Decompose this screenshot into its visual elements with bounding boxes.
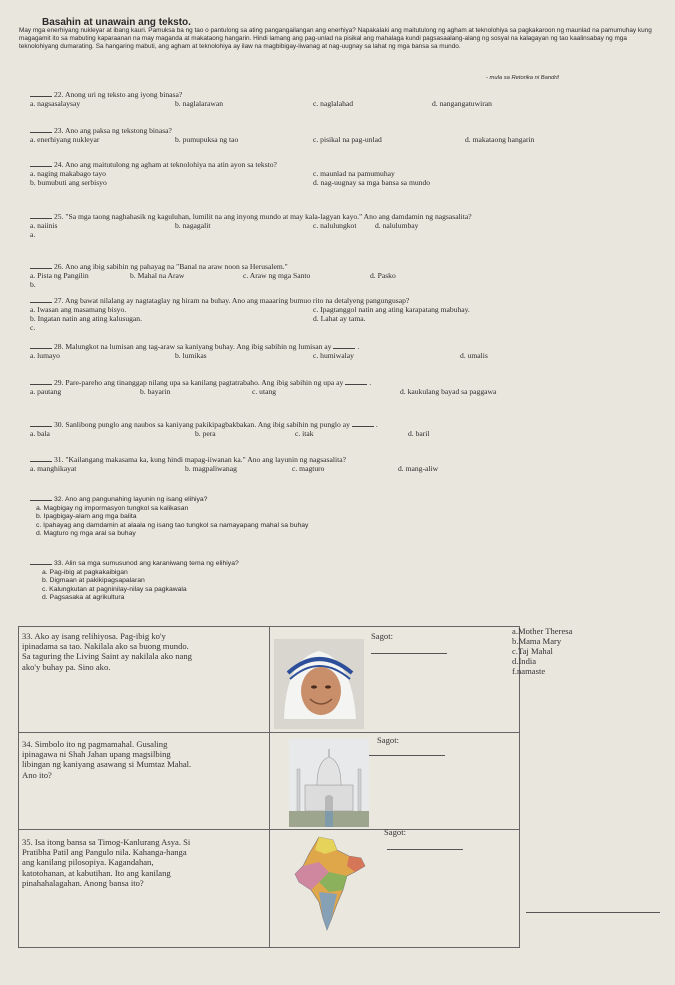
reading-passage: May mga enerhiyang nukleyar at ibang kauri. Pamuksa ba ng tao o pantulong sa ating pangangailangan ang enerhiya? Napakalaki ang maitutulong ng agham at teknolohiya sa pagkakaroon ng maunlad na pamumuhay kung magagamit ito sa mabuting kaparaanan na may maganda at makataong hangarin. Hindi lamang ang pag-unlad na pisikal ang mahalaga kundi pagsasaalang-alang ng sosyal na kalagayan ng tao kaalinsabay ng mga teknolohiyang dumarating. Sa hangaring mabuti, ang agham at teknolohiya ay ilaw na magbibigay-liwanag at nag-uugnay sa lahat ng mga bansa sa mundo. <box>19 27 652 51</box>
minaret-right <box>358 769 361 811</box>
face <box>301 667 341 715</box>
inline-blank[interactable] <box>333 348 355 349</box>
answer-blank[interactable] <box>30 426 52 427</box>
option[interactable]: a. manghikayat <box>30 464 77 473</box>
sagot-label: Sagot: <box>384 827 406 837</box>
option[interactable]: b. Ipagbigay-alam ang mga balita <box>36 513 137 521</box>
answer-blank[interactable] <box>30 461 52 462</box>
option[interactable]: c. magturo <box>292 464 325 473</box>
question-25: 25. "Sa mga taong naghahasik ng kaguluhan, lumilit na ang inyong mundo at may kala-lagyan kayo." Ano ang damdamin ng nagsasalita? a. naiinis b. nagagalit c. nalulungkot d. nalulumbay a. <box>30 212 472 239</box>
extra-answer-line[interactable] <box>526 912 660 913</box>
question-24: 24. Ano ang maitutulong ng agham at teknolohiya na atin ayon sa teksto? a. naging makabago tayo c. maunlad na pamumuhay b. bumubuti ang serbisyo d. nag-uugnay sa mga bansa sa mundo <box>30 160 431 187</box>
option[interactable]: b. magpaliwanag <box>185 464 237 473</box>
choice-item: a.Mother Theresa <box>512 626 573 636</box>
table-row-separator <box>19 732 519 733</box>
inline-blank[interactable] <box>345 384 367 385</box>
option[interactable]: c. itak <box>295 429 314 438</box>
inline-blank[interactable] <box>352 426 374 427</box>
option[interactable]: d. nangangatuwiran <box>432 99 492 108</box>
identification-table <box>18 626 520 948</box>
option[interactable]: a. Iwasan ang masamang bisyo. <box>30 305 127 314</box>
item-33-text: 33. Ako ay isang relihiyosa. Pag-ibig ko'y ipinadama sa tao. Nakilala ako sa buong mundo. Sa taguring the Living Saint ay nakilala ako nang ako'y buhay pa. Sino ako. <box>22 631 192 672</box>
option[interactable]: c. pisikal na pag-unlad <box>313 135 382 144</box>
question-30: 30. Sanlibong punglo ang naubos sa kaniyang pakikipagbakbakan. Ang ibig sabihin ng punglo ay . a. bala b. pera c. itak d. baril <box>30 420 430 438</box>
option[interactable]: c. Kalungkutan at pagninilay-nilay sa pagkawala <box>42 585 187 593</box>
answer-blank[interactable] <box>30 96 52 97</box>
minaret-left <box>297 769 300 811</box>
choice-item: d.India <box>512 656 537 666</box>
option[interactable]: a. Magbigay ng impormasyon tungkol sa kalikasan <box>36 504 189 512</box>
option[interactable]: c. humiwalay <box>313 351 354 360</box>
india-map <box>289 832 369 937</box>
eye-right <box>325 685 331 688</box>
question-33-choice: 33. Alin sa mga sumusunod ang karaniwang tema ng elihiya? a. Pag-ibig at pagkakaibigan b. Digmaan at pakikipagsapalaran c. Kalungkutan at pagninilay-nilay sa pagkawala d. Pagsasaka at agrikultura <box>30 560 660 603</box>
option[interactable]: b. bumubuti ang serbisyo <box>30 178 107 187</box>
table-row-separator <box>19 829 519 830</box>
answer-blank[interactable] <box>30 348 52 349</box>
mother-teresa-photo <box>274 639 364 729</box>
option[interactable]: c. Araw ng mga Santo <box>243 271 311 280</box>
taj-mahal-photo <box>289 739 369 827</box>
option[interactable]: d. nalulumbay <box>375 221 419 230</box>
option[interactable]: d. Lahat ay tama. <box>313 314 366 323</box>
table-divider <box>269 627 270 947</box>
answer-line[interactable] <box>387 849 463 850</box>
option[interactable]: d. makataong hangarin <box>465 135 535 144</box>
option[interactable]: d. mang-aliw <box>398 464 439 473</box>
answer-line[interactable] <box>369 755 445 756</box>
question-26: 26. Ano ang ibig sabihin ng pahayag na "Banal na araw noon sa Herusalem." a. Pista ng Pangilin b. Mahal na Araw c. Araw ng mga Santo d. Pasko b. <box>30 262 396 289</box>
option[interactable]: a. naging makabago tayo <box>30 169 106 178</box>
option[interactable]: b. naglalarawan <box>175 99 224 108</box>
option[interactable]: c. maunlad na pamumuhay <box>313 169 395 178</box>
option[interactable]: d. kaukulang bayad sa paggawa <box>400 387 497 396</box>
option[interactable]: a. pautang <box>30 387 62 396</box>
answer-blank[interactable] <box>30 132 52 133</box>
item-34-text: 34. Simbolo ito ng pagmamahal. Gusaling ipinagawa ni Shah Jahan upang magsilbing libingan ng kaniyang asawang si Mumtaz Mahal. Ano ito? <box>22 739 192 780</box>
passage-credit: - mula sa Retorika ni Bandril <box>486 75 559 81</box>
choice-item: b.Mama Mary <box>512 636 562 646</box>
option[interactable]: a. naiinis <box>30 221 58 230</box>
option[interactable]: a. lumayo <box>30 351 60 360</box>
answer-blank[interactable] <box>30 268 52 269</box>
sagot-label: Sagot: <box>377 735 399 745</box>
option[interactable]: d. Magturo ng mga aral sa buhay <box>36 530 136 538</box>
instruction-title: Basahin at unawain ang teksto. <box>42 17 191 28</box>
question-23: 23. Ano ang paksa ng tekstong binasa? a. enerhiyang nukleyar b. pumupuksa ng tao c. pisikal na pag-unlad d. makataong hangarin <box>30 126 535 144</box>
question-31: 31. "Kailangang makasama ka, kung hindi mapag-iiwanan ka." Ano ang layunin ng nagsasalita? a. manghikayat b. magpaliwanag c. magturo d. mang-aliw <box>30 455 439 473</box>
option[interactable]: c. naglalahad <box>313 99 354 108</box>
answer-line[interactable] <box>371 653 447 654</box>
question-27: 27. Ang bawat nilalang ay nagtataglay ng hiram na buhay. Ano ang maaaring bumuo rito na detalyeng pangungusap? a. Iwasan ang masamang bisyo. c. Ipagtanggol natin ang ating karapatang mabuhay. b. Ingatan natin ang ating kalusugan. d. Lahat ay tama. c. <box>30 296 470 332</box>
answer-blank[interactable] <box>30 500 52 501</box>
option[interactable]: a. Pista ng Pangilin <box>30 271 89 280</box>
eye-left <box>311 685 317 688</box>
question-28: 28. Malungkot na lumisan ang tag-araw sa kaniyang buhay. Ang ibig sabihin ng lumisan ay . a. lumayo b. lumikas c. humiwalay d. umalis <box>30 342 488 360</box>
item-35-text: 35. Isa itong bansa sa Timog-Kanlurang Asya. Si Pratibha Patil ang Pangulo nila. Kahanga-hanga ang kanilang pilosopiya. Kagandahan, katotohanan, at kabutihan. Ito ang kanilang pinahahalagahan. Anong bansa ito? <box>22 837 191 888</box>
option[interactable]: c. nalulungkot <box>313 221 357 230</box>
stray-label: b. <box>30 280 36 289</box>
option[interactable]: c. utang <box>252 387 277 396</box>
option[interactable]: b. nagagalit <box>175 221 211 230</box>
option[interactable]: b. Mahal na Araw <box>130 271 185 280</box>
option[interactable]: a. Pag-ibig at pagkakaibigan <box>42 568 128 576</box>
choice-item: c.Taj Mahal <box>512 646 553 656</box>
choice-item: f.namaste <box>512 666 546 676</box>
taj-arch <box>325 795 333 811</box>
question-22: 22. Anong uri ng teksto ang iyong binasa? a. nagsasalaysay b. naglalarawan c. naglalahad d. nangangatuwiran <box>30 90 492 108</box>
option[interactable]: b. pera <box>195 429 216 438</box>
option[interactable]: b. Digmaan at pakikipagsapalaran <box>42 577 145 585</box>
option[interactable]: b. lumikas <box>175 351 207 360</box>
stray-label: a. <box>30 230 36 239</box>
answer-blank[interactable] <box>30 302 52 303</box>
answer-blank[interactable] <box>30 384 52 385</box>
option[interactable]: a. enerhiyang nukleyar <box>30 135 100 144</box>
answer-blank[interactable] <box>30 218 52 219</box>
question-32: 32. Ano ang pangunahing layunin ng isang elihiya? a. Magbigay ng impormasyon tungkol sa kalikasan b. Ipagbigay-alam ang mga balita c. Ipahayag ang damdamin at alaala ng isang tao tungkol sa namayapang mahal sa buhay d. Magturo ng mga aral sa buhay <box>30 496 660 539</box>
option[interactable]: b. Ingatan natin ang ating kalusugan. <box>30 314 142 323</box>
option[interactable]: b. pumupuksa ng tao <box>175 135 239 144</box>
option[interactable]: b. bayarin <box>140 387 171 396</box>
option[interactable]: d. umalis <box>460 351 488 360</box>
option[interactable]: d. Pagsasaka at agrikultura <box>42 594 125 602</box>
stray-label: c. <box>30 323 36 332</box>
option[interactable]: c. Ipahayag ang damdamin at alaala ng isang tao tungkol sa namayapang mahal sa buhay <box>36 521 309 529</box>
sagot-label: Sagot: <box>371 631 393 641</box>
option[interactable]: d. baril <box>408 429 430 438</box>
answer-blank[interactable] <box>30 166 52 167</box>
question-29: 29. Pare-pareho ang tinanggap nilang upa sa kanilang pagtatrabaho. Ang ibig sabihin ng upa ay . a. pautang b. bayarin c. utang d. kaukulang bayad sa paggawa <box>30 378 497 396</box>
option[interactable]: a. nagsasalaysay <box>30 99 81 108</box>
reflecting-pool <box>325 811 333 827</box>
option[interactable]: a. bala <box>30 429 50 438</box>
choices-list <box>512 626 572 676</box>
answer-blank[interactable] <box>30 564 52 565</box>
option[interactable]: d. nag-uugnay sa mga bansa sa mundo <box>313 178 431 187</box>
option[interactable]: c. Ipagtanggol natin ang ating karapatang mabuhay. <box>313 305 470 314</box>
option[interactable]: d. Pasko <box>370 271 396 280</box>
